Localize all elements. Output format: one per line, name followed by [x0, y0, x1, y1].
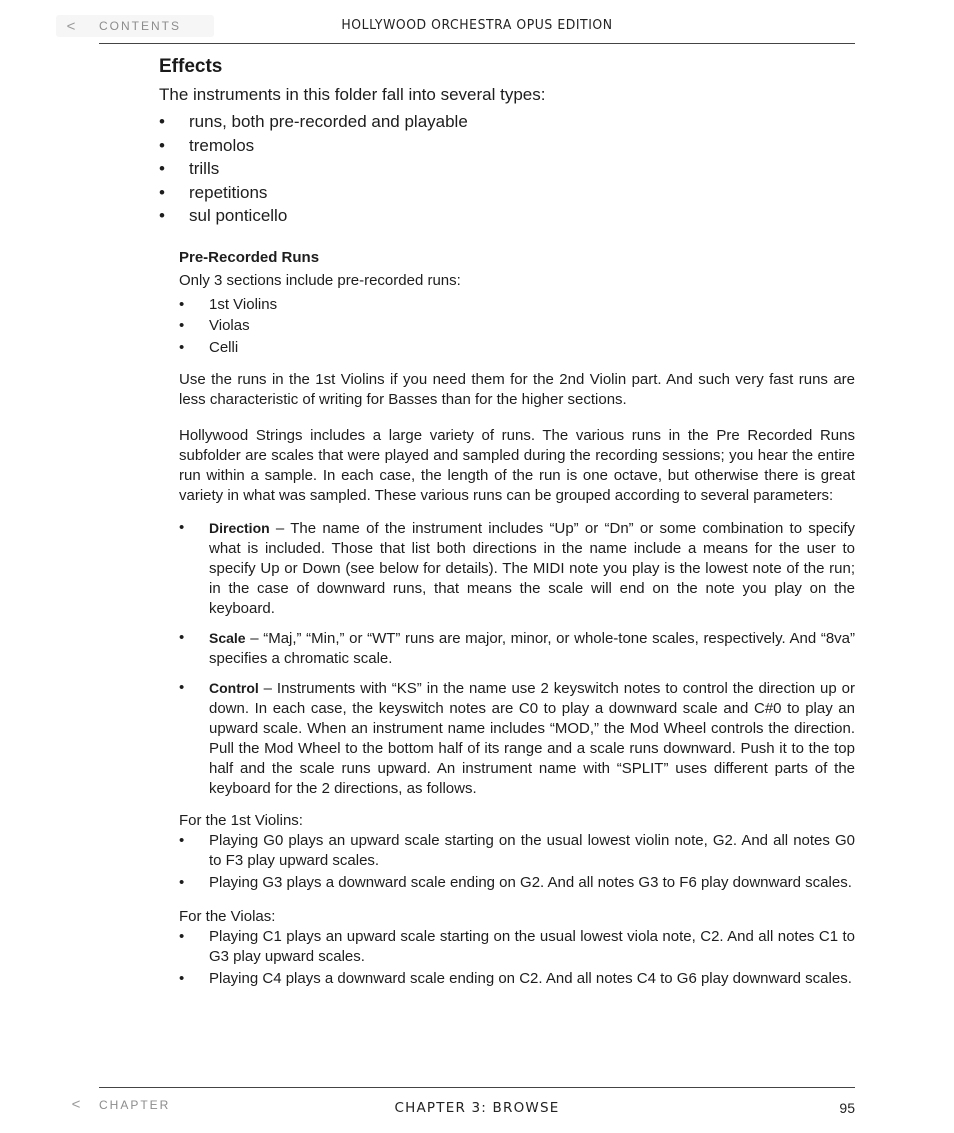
page-content [159, 56, 855, 991]
violins-list [179, 831, 855, 893]
footer-divider [99, 1087, 855, 1088]
paragraph: For the Violas: [179, 908, 276, 925]
definition: – The name of the instrument includes “Up” or “Dn” or some combination to specify what is included. Those that list both directions in the name include a means for the user to specify Up or Down (see below for details). The MIDI note you play is the lowest note of the run; in the case of downward runs, that means the scale will end on the note you play on the keyboard. [209, 520, 855, 617]
list-item: • trills [159, 157, 855, 181]
section-heading: Effects [159, 56, 223, 77]
list-item: • Playing G0 plays an upward scale starting on the usual lowest violin note, G2. And all notes G0 to F3 play upward scales. [179, 831, 855, 871]
document-title: HOLLYWOOD ORCHESTRA OPUS EDITION [341, 17, 613, 33]
section-intro: The instruments in this folder fall into several types: [159, 85, 546, 104]
types-list [159, 110, 855, 228]
list-item: • Playing C1 plays an upward scale starting on the usual lowest viola note, C2. And all notes C1 to G3 play upward scales. [179, 927, 855, 967]
paragraph: For the 1st Violins: [179, 812, 303, 829]
paragraph: Only 3 sections include pre-recorded runs: [179, 271, 461, 289]
list-item [179, 628, 855, 669]
chevron-left-icon: < [66, 17, 76, 35]
list-item: • repetitions [159, 181, 855, 205]
prerecorded-section [179, 248, 855, 990]
subsection-heading: Pre-Recorded Runs [179, 248, 320, 266]
term: Direction [209, 520, 270, 536]
violas-list [179, 927, 855, 989]
list-item: • Playing C4 plays a downward scale ending on C2. And all notes C4 to G6 play downward scales. [179, 969, 855, 989]
list-item: • Celli [179, 337, 855, 359]
chapter-label: CHAPTER [99, 1097, 171, 1112]
list-item: • tremolos [159, 134, 855, 158]
header-divider [99, 43, 855, 44]
chevron-left-icon: < [71, 1096, 81, 1113]
list-item: • runs, both pre-recorded and playable [159, 110, 855, 134]
list-item: • Violas [179, 315, 855, 337]
list-item [179, 678, 855, 799]
contents-label: CONTENTS [99, 19, 181, 33]
page-number: 95 [839, 1100, 855, 1116]
term: Scale [209, 630, 246, 646]
list-item: • sul ponticello [159, 204, 855, 228]
parameters-list [179, 518, 855, 799]
list-item: • 1st Violins [179, 294, 855, 316]
list-item: • Playing G3 plays a downward scale ending on G2. And all notes G3 to F6 play downward scales. [179, 873, 855, 893]
sections-list [179, 294, 855, 359]
definition: – Instruments with “KS” in the name use 2 keyswitch notes to control the direction up or down. In each case, the keyswitch notes are C0 to play a downward scale and C#0 to play an upward scale. When an instrument name includes “MOD,” the Mod Wheel controls the direction. Pull the Mod Wheel to the bottom half of its range and a scale runs downward. Push it to the top half and the scale runs upward. An instrument name with “SPLIT” uses different parts of the keyboard for the 2 directions, as follows. [209, 680, 855, 797]
list-item [179, 518, 855, 619]
chapter-title: CHAPTER 3: BROWSE [394, 1100, 560, 1116]
paragraph: Hollywood Strings includes a large variety of runs. The various runs in the Pre Recorded Runs subfolder are scales that were played and sampled during the recording sessions; you hear the entire run within a sample. In each case, the length of the run is one octave, but otherwise there is great variety in what was sampled. These various runs can be grouped according to several parameters: [179, 427, 855, 504]
paragraph: Use the runs in the 1st Violins if you need them for the 2nd Violin part. And such very fast runs are less characteristic of writing for Basses than for the higher sections. [179, 371, 855, 408]
definition: – “Maj,” “Min,” or “WT” runs are major, minor, or whole-tone scales, respectively. And “8va” specifies a chromatic scale. [209, 630, 855, 667]
term: Control [209, 680, 259, 696]
